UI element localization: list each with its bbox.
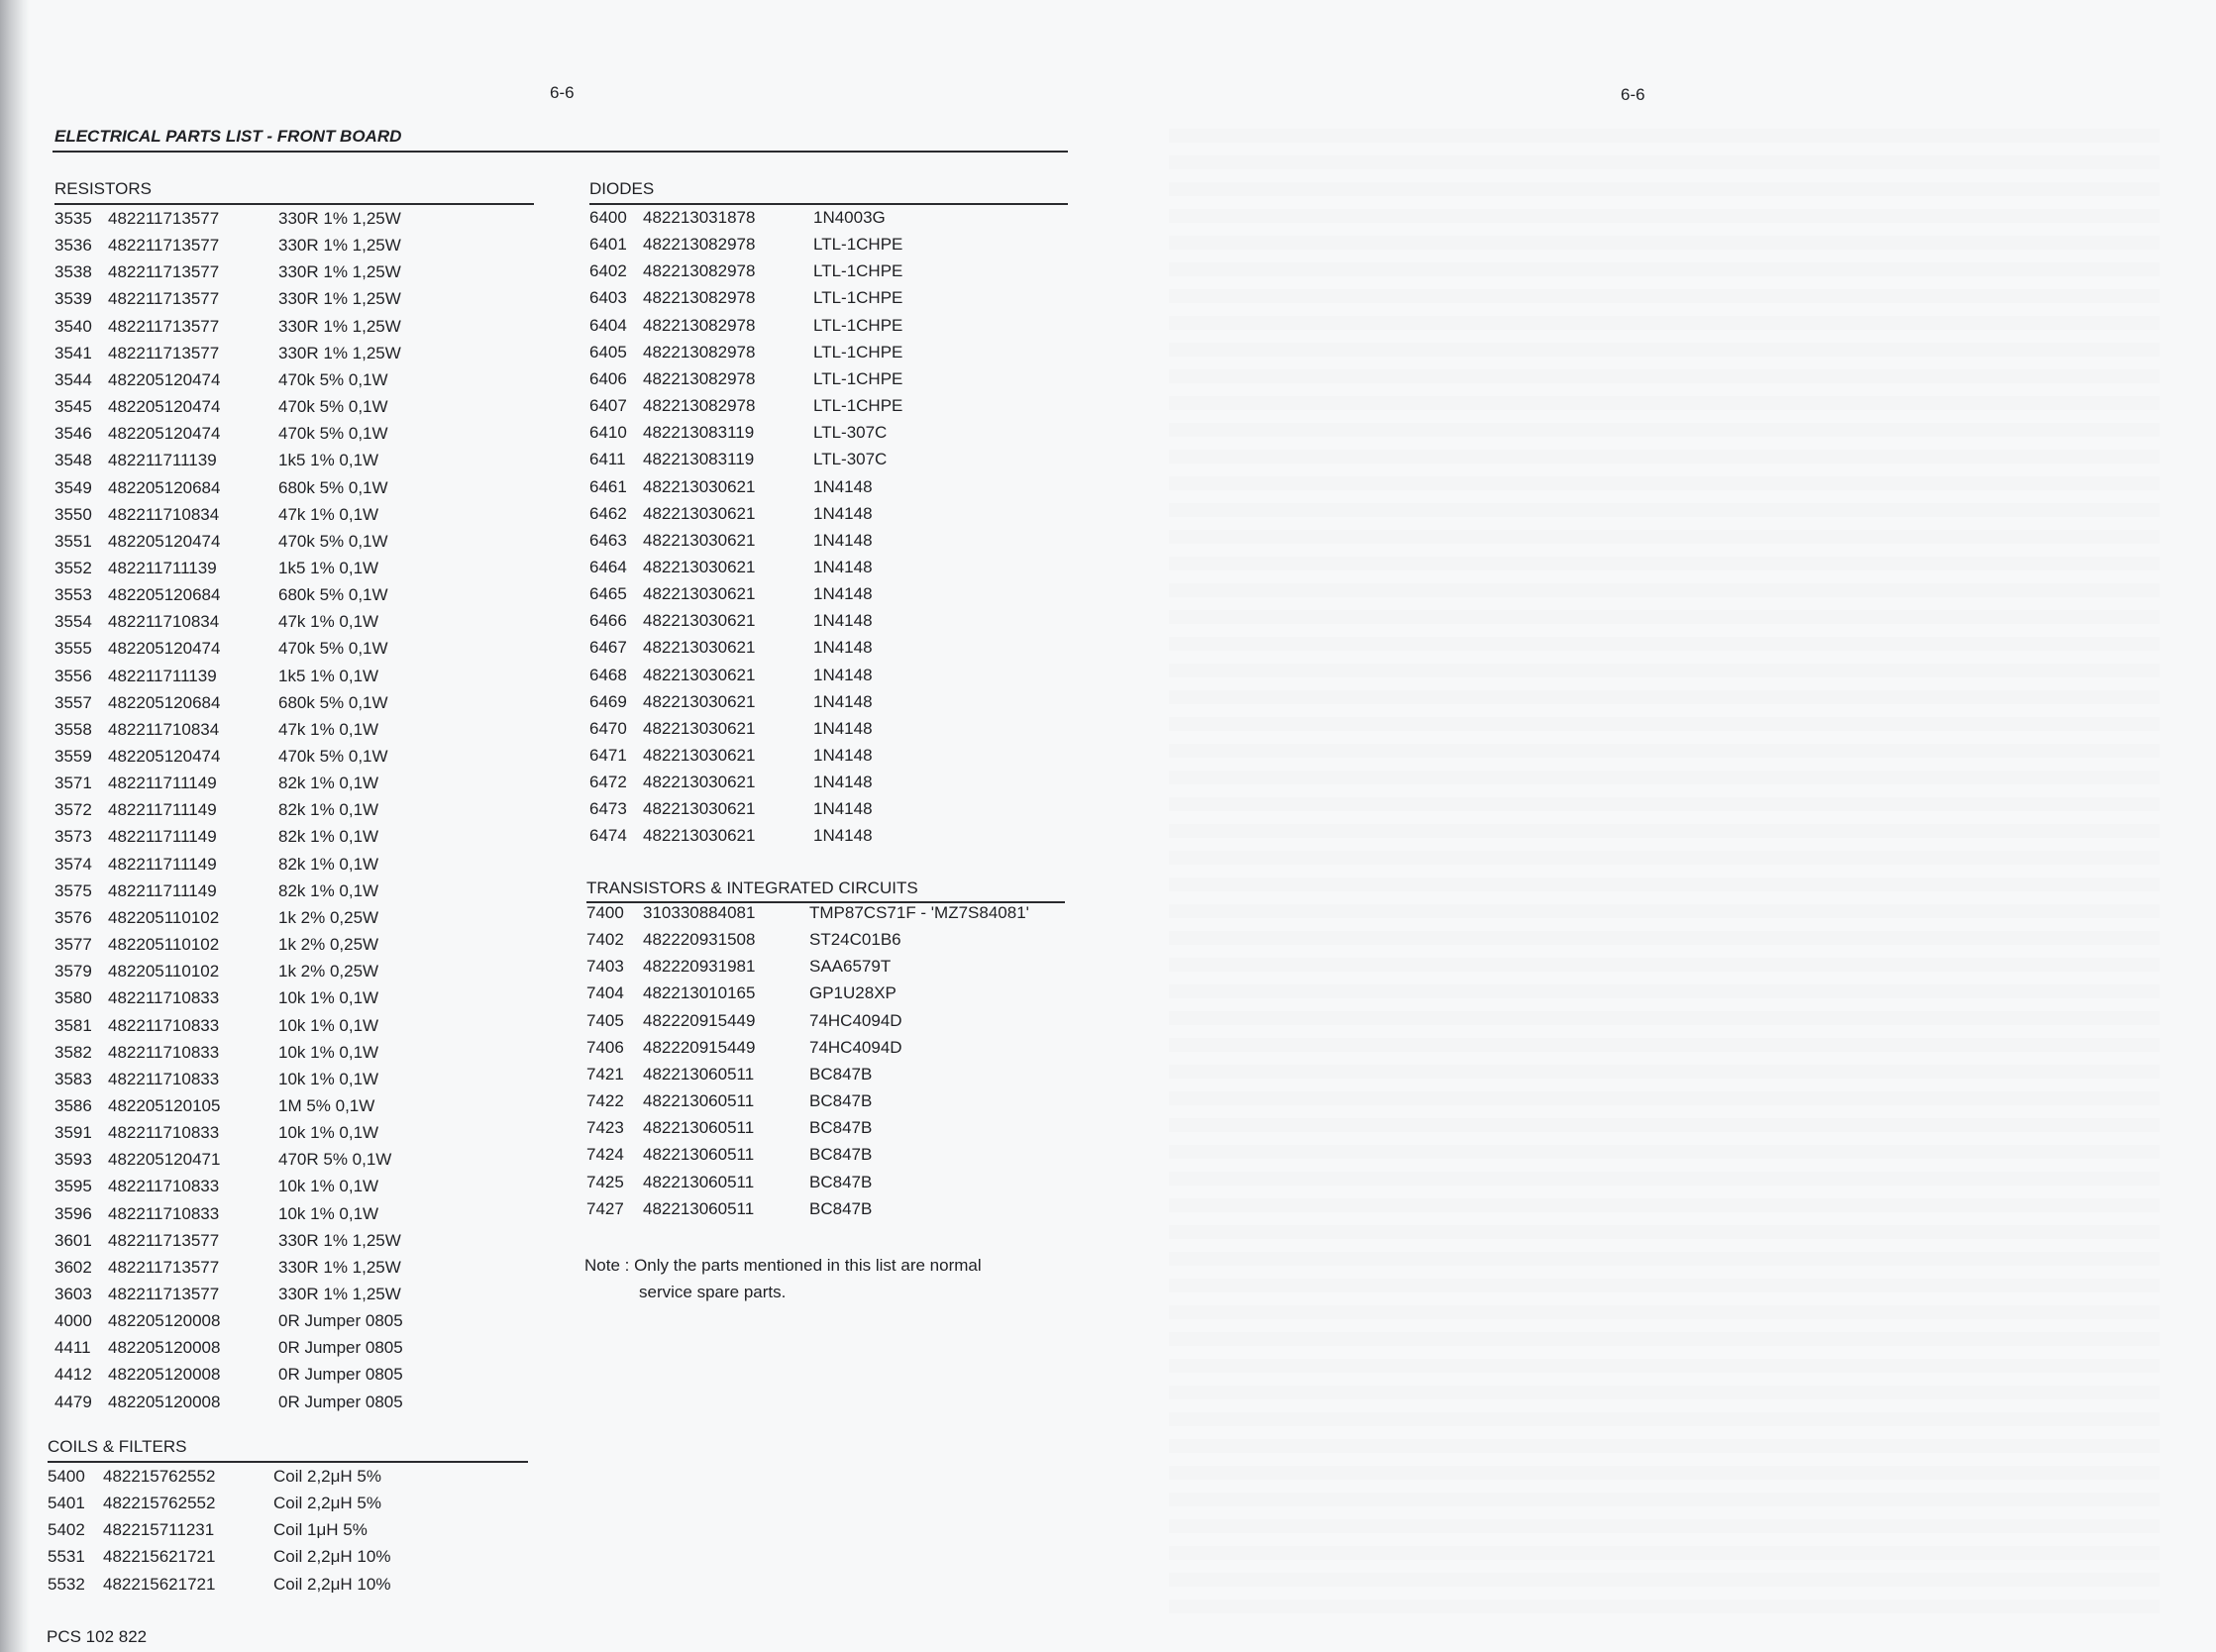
ref-number: 7406	[586, 1037, 624, 1057]
ref-number: 7425	[586, 1172, 624, 1191]
ref-number: 3575	[54, 880, 92, 900]
description: 1N4148	[813, 826, 873, 846]
description: 1N4148	[813, 665, 873, 684]
part-code: 482211713577	[108, 1257, 220, 1277]
description: BC847B	[809, 1118, 873, 1138]
ref-number: 7405	[586, 1010, 624, 1030]
description: 82k 1% 0,1W	[278, 800, 379, 820]
description: 680k 5% 0,1W	[278, 585, 388, 605]
part-code: 482211713577	[108, 343, 220, 362]
ref-number: 3586	[54, 1095, 92, 1115]
part-code: 482211710834	[108, 719, 220, 739]
section-heading: COILS & FILTERS	[48, 1437, 187, 1456]
ref-number: 6464	[589, 557, 627, 576]
ref-number: 3546	[54, 424, 92, 444]
ref-number: 6469	[589, 691, 627, 711]
description: LTL-1CHPE	[813, 342, 903, 361]
ref-number: 3540	[54, 316, 92, 336]
document-title: ELECTRICAL PARTS LIST - FRONT BOARD	[54, 127, 402, 146]
description: 1N4148	[813, 611, 873, 631]
ref-number: 3580	[54, 988, 92, 1008]
ref-number: 5532	[48, 1574, 85, 1594]
description: BC847B	[809, 1091, 873, 1111]
service-note	[584, 1252, 982, 1305]
ref-number: 3593	[54, 1150, 92, 1170]
description: 680k 5% 0,1W	[278, 692, 388, 712]
part-code: 482220931508	[643, 930, 756, 950]
ref-number: 4479	[54, 1392, 92, 1411]
part-code: 482213082978	[643, 368, 756, 388]
part-code: 482213030621	[643, 799, 756, 819]
part-code: 482213030621	[643, 826, 756, 846]
part-code: 482211713577	[108, 262, 220, 282]
ref-number: 6463	[589, 530, 627, 550]
part-code: 482211713577	[108, 289, 220, 309]
part-code: 482220915449	[643, 1010, 756, 1030]
part-code: 482205120008	[108, 1311, 221, 1331]
ref-number: 3545	[54, 397, 92, 417]
part-code: 482213083119	[643, 450, 755, 469]
description: 10k 1% 0,1W	[278, 1015, 379, 1035]
ref-number: 6470	[589, 718, 627, 738]
part-code: 482213030621	[643, 503, 756, 523]
description: LTL-1CHPE	[813, 396, 903, 416]
ref-number: 7422	[586, 1091, 624, 1111]
description: 1N4148	[813, 746, 873, 765]
ref-number: 3539	[54, 289, 92, 309]
part-code: 482213030621	[643, 665, 756, 684]
description: 1N4148	[813, 584, 873, 604]
faded-bleed-through	[1169, 129, 2160, 1614]
part-code: 482213082978	[643, 315, 756, 335]
description: LTL-307C	[813, 450, 888, 469]
ref-number: 5401	[48, 1494, 85, 1513]
description: 1N4003G	[813, 208, 886, 227]
part-code: 482213060511	[643, 1118, 755, 1138]
description: 330R 1% 1,25W	[278, 209, 401, 228]
ref-number: 3555	[54, 639, 92, 659]
ref-number: 3548	[54, 451, 92, 470]
ref-number: 4411	[54, 1338, 91, 1358]
section-heading: RESISTORS	[54, 179, 152, 198]
part-code: 482205120008	[108, 1392, 221, 1411]
part-code: 482215711231	[103, 1520, 215, 1540]
description: BC847B	[809, 1145, 873, 1165]
description: 1N4148	[813, 773, 873, 792]
description: 330R 1% 1,25W	[278, 1257, 401, 1277]
ref-number: 6404	[589, 315, 627, 335]
part-code: 482211713577	[108, 209, 220, 228]
ref-number: 6462	[589, 503, 627, 523]
ref-number: 6411	[589, 450, 626, 469]
description: 82k 1% 0,1W	[278, 827, 379, 847]
ref-number: 3574	[54, 854, 92, 874]
description: 1N4148	[813, 718, 873, 738]
ref-number: 3595	[54, 1177, 92, 1196]
part-code: 482205120474	[108, 397, 221, 417]
ref-number: 3541	[54, 343, 92, 362]
description: 1N4148	[813, 557, 873, 576]
title-divider	[53, 151, 1068, 153]
ref-number: 6465	[589, 584, 627, 604]
description: 470k 5% 0,1W	[278, 369, 388, 389]
ref-number: 6402	[589, 261, 627, 281]
description: 1N4148	[813, 503, 873, 523]
description: 470k 5% 0,1W	[278, 397, 388, 417]
ref-number: 7404	[586, 983, 624, 1003]
part-code: 482213010165	[643, 983, 756, 1003]
part-code: 482213060511	[643, 1145, 755, 1165]
part-code: 482205120684	[108, 692, 221, 712]
ref-number: 7427	[586, 1198, 624, 1218]
ref-number: 7423	[586, 1118, 624, 1138]
part-code: 482211710833	[108, 1177, 220, 1196]
description: LTL-1CHPE	[813, 315, 903, 335]
description: 470R 5% 0,1W	[278, 1150, 392, 1170]
part-code: 482211713577	[108, 1230, 220, 1250]
footer-document-code: PCS 102 822	[47, 1627, 148, 1646]
part-code: 482211711149	[108, 800, 217, 820]
ref-number: 3581	[54, 1015, 92, 1035]
ref-number: 6401	[589, 235, 627, 255]
description: 330R 1% 1,25W	[278, 236, 401, 256]
description: BC847B	[809, 1198, 873, 1218]
description: Coil 2,2μH 10%	[273, 1574, 391, 1594]
part-code: 482213082978	[643, 396, 756, 416]
part-code: 482213030621	[643, 584, 756, 604]
ref-number: 4000	[54, 1311, 92, 1331]
part-code: 482213030621	[643, 773, 756, 792]
ref-number: 7421	[586, 1064, 624, 1084]
description: 1k 2% 0,25W	[278, 935, 379, 955]
ref-number: 3576	[54, 907, 92, 927]
ref-number: 3554	[54, 612, 92, 632]
part-code: 482205110102	[108, 962, 220, 981]
ref-number: 3579	[54, 962, 92, 981]
ref-number: 7403	[586, 957, 624, 977]
ref-number: 6471	[589, 746, 627, 765]
description: LTL-1CHPE	[813, 261, 903, 281]
ref-number: 3591	[54, 1123, 92, 1143]
description: 1N4148	[813, 799, 873, 819]
part-code: 482215762552	[103, 1467, 216, 1486]
description: 82k 1% 0,1W	[278, 880, 379, 900]
ref-number: 6473	[589, 799, 627, 819]
part-code: 482213030621	[643, 746, 756, 765]
ref-number: 7424	[586, 1145, 624, 1165]
description: BC847B	[809, 1064, 873, 1084]
ref-number: 3571	[54, 774, 92, 793]
description: 0R Jumper 0805	[278, 1338, 403, 1358]
description: 10k 1% 0,1W	[278, 1042, 379, 1062]
description: Coil 2,2μH 10%	[273, 1547, 391, 1567]
part-code: 482205110102	[108, 907, 220, 927]
description: 47k 1% 0,1W	[278, 612, 379, 632]
part-code: 482205120474	[108, 369, 221, 389]
ref-number: 3577	[54, 935, 92, 955]
part-code: 482213030621	[643, 691, 756, 711]
description: 10k 1% 0,1W	[278, 988, 379, 1008]
ref-number: 3602	[54, 1257, 92, 1277]
part-code: 482211710833	[108, 988, 220, 1008]
part-code: 482211711149	[108, 880, 217, 900]
ref-number: 3535	[54, 209, 92, 228]
description: 10k 1% 0,1W	[278, 1177, 379, 1196]
ref-number: 6467	[589, 638, 627, 658]
section-divider	[48, 1461, 528, 1463]
description: 0R Jumper 0805	[278, 1311, 403, 1331]
description: 470k 5% 0,1W	[278, 531, 388, 551]
description: 10k 1% 0,1W	[278, 1123, 379, 1143]
part-code: 482211711149	[108, 854, 217, 874]
description: 10k 1% 0,1W	[278, 1069, 379, 1088]
description: GP1U28XP	[809, 983, 897, 1003]
ref-number: 6406	[589, 368, 627, 388]
ref-number: 3603	[54, 1285, 92, 1303]
description: 74HC4094D	[809, 1037, 902, 1057]
part-code: 482213060511	[643, 1064, 755, 1084]
ref-number: 3601	[54, 1230, 92, 1250]
part-code: 482205120474	[108, 531, 221, 551]
part-code: 482211711139	[108, 558, 217, 577]
part-code: 482211711149	[108, 774, 217, 793]
part-code: 482213082978	[643, 261, 756, 281]
part-code: 482213030621	[643, 476, 756, 496]
part-code: 482211713577	[108, 1285, 220, 1303]
ref-number: 6400	[589, 208, 627, 227]
part-code: 482205120008	[108, 1365, 221, 1385]
description: 330R 1% 1,25W	[278, 289, 401, 309]
ref-number: 6461	[589, 476, 627, 496]
part-code: 482213082978	[643, 235, 756, 255]
ref-number: 7400	[586, 903, 624, 922]
description: LTL-1CHPE	[813, 235, 903, 255]
part-code: 482213082978	[643, 288, 756, 308]
part-code: 482205120105	[108, 1095, 221, 1115]
ref-number: 3551	[54, 531, 92, 551]
description: BC847B	[809, 1172, 873, 1191]
description: 330R 1% 1,25W	[278, 316, 401, 336]
description: 82k 1% 0,1W	[278, 854, 379, 874]
ref-number: 3583	[54, 1069, 92, 1088]
ref-number: 3549	[54, 477, 92, 497]
description: 0R Jumper 0805	[278, 1365, 403, 1385]
description: 470k 5% 0,1W	[278, 639, 388, 659]
part-code: 482215762552	[103, 1494, 216, 1513]
part-code: 482205110102	[108, 935, 220, 955]
description: 1N4148	[813, 638, 873, 658]
ref-number: 3538	[54, 262, 92, 282]
ref-number: 3582	[54, 1042, 92, 1062]
description: LTL-1CHPE	[813, 288, 903, 308]
part-code: 482211710834	[108, 504, 220, 524]
ref-number: 3558	[54, 719, 92, 739]
part-code: 482213060511	[643, 1091, 755, 1111]
part-code: 482211710833	[108, 1123, 220, 1143]
part-code: 482213030621	[643, 638, 756, 658]
ref-number: 3553	[54, 585, 92, 605]
description: 470k 5% 0,1W	[278, 747, 388, 766]
description: ST24C01B6	[809, 930, 901, 950]
part-code: 482213030621	[643, 530, 756, 550]
ref-number: 3557	[54, 692, 92, 712]
ref-number: 3596	[54, 1203, 92, 1223]
description: 1k5 1% 0,1W	[278, 451, 379, 470]
part-code: 482213030621	[643, 718, 756, 738]
page-binding-shadow	[0, 0, 30, 1652]
part-code: 482213083119	[643, 423, 755, 443]
description: 330R 1% 1,25W	[278, 1230, 401, 1250]
description: 330R 1% 1,25W	[278, 343, 401, 362]
ref-number: 6407	[589, 396, 627, 416]
description: Coil 1μH 5%	[273, 1520, 368, 1540]
part-code: 482205120474	[108, 747, 221, 766]
description: 82k 1% 0,1W	[278, 774, 379, 793]
part-code: 482211710833	[108, 1042, 220, 1062]
ref-number: 6405	[589, 342, 627, 361]
description: LTL-1CHPE	[813, 368, 903, 388]
ref-number: 6466	[589, 611, 627, 631]
ref-number: 3572	[54, 800, 92, 820]
description: 1M 5% 0,1W	[278, 1095, 375, 1115]
part-code: 482220915449	[643, 1037, 756, 1057]
note-line-2: service spare parts.	[639, 1283, 787, 1301]
description: 330R 1% 1,25W	[278, 262, 401, 282]
part-code: 482205120474	[108, 639, 221, 659]
description: 1k5 1% 0,1W	[278, 666, 379, 685]
ref-number: 3544	[54, 369, 92, 389]
description: 1N4148	[813, 530, 873, 550]
description: 1N4148	[813, 691, 873, 711]
part-code: 482220931981	[643, 957, 756, 977]
left-page-number: 6-6	[550, 83, 575, 102]
part-code: 482215621721	[103, 1574, 216, 1594]
ref-number: 3550	[54, 504, 92, 524]
part-code: 310330884081	[643, 903, 756, 922]
description: 74HC4094D	[809, 1010, 902, 1030]
ref-number: 5531	[48, 1547, 85, 1567]
ref-number: 3556	[54, 666, 92, 685]
ref-number: 6472	[589, 773, 627, 792]
part-code: 482211710833	[108, 1015, 220, 1035]
ref-number: 3552	[54, 558, 92, 577]
part-code: 482211713577	[108, 236, 220, 256]
ref-number: 6474	[589, 826, 627, 846]
description: SAA6579T	[809, 957, 892, 977]
part-code: 482205120684	[108, 477, 221, 497]
ref-number: 3536	[54, 236, 92, 256]
part-code: 482205120474	[108, 424, 221, 444]
part-code: 482205120008	[108, 1338, 221, 1358]
description: 330R 1% 1,25W	[278, 1285, 401, 1303]
description: 47k 1% 0,1W	[278, 504, 379, 524]
part-code: 482211710833	[108, 1203, 220, 1223]
part-code: 482205120471	[108, 1150, 221, 1170]
part-code: 482215621721	[103, 1547, 216, 1567]
description: 680k 5% 0,1W	[278, 477, 388, 497]
part-code: 482211711139	[108, 666, 217, 685]
ref-number: 3573	[54, 827, 92, 847]
ref-number: 6403	[589, 288, 627, 308]
note-line-1: Note : Only the parts mentioned in this list are normal	[584, 1256, 982, 1275]
description: 1N4148	[813, 476, 873, 496]
description: 47k 1% 0,1W	[278, 719, 379, 739]
part-code: 482211710834	[108, 612, 220, 632]
part-code: 482213030621	[643, 557, 756, 576]
description: 10k 1% 0,1W	[278, 1203, 379, 1223]
section-divider	[54, 203, 534, 205]
description: 1k 2% 0,25W	[278, 962, 379, 981]
ref-number: 7402	[586, 930, 624, 950]
part-code: 482213030621	[643, 611, 756, 631]
part-code: 482213082978	[643, 342, 756, 361]
description: 0R Jumper 0805	[278, 1392, 403, 1411]
part-code: 482205120684	[108, 585, 221, 605]
description: 1k 2% 0,25W	[278, 907, 379, 927]
section-divider	[589, 203, 1068, 205]
description: 470k 5% 0,1W	[278, 424, 388, 444]
ref-number: 4412	[54, 1365, 92, 1385]
part-code: 482211710833	[108, 1069, 220, 1088]
description: Coil 2,2μH 5%	[273, 1467, 382, 1486]
part-code: 482213060511	[643, 1172, 755, 1191]
ref-number: 5402	[48, 1520, 85, 1540]
description: Coil 2,2μH 5%	[273, 1494, 382, 1513]
ref-number: 5400	[48, 1467, 85, 1486]
part-code: 482211711139	[108, 451, 217, 470]
part-code: 482213031878	[643, 208, 756, 227]
description: 1k5 1% 0,1W	[278, 558, 379, 577]
part-code: 482213060511	[643, 1198, 755, 1218]
description: LTL-307C	[813, 423, 888, 443]
ref-number: 6410	[589, 423, 627, 443]
part-code: 482211713577	[108, 316, 220, 336]
section-heading: DIODES	[589, 179, 655, 198]
right-page-number: 6-6	[1621, 85, 1645, 104]
part-code: 482211711149	[108, 827, 217, 847]
ref-number: 6468	[589, 665, 627, 684]
section-heading: TRANSISTORS & INTEGRATED CIRCUITS	[586, 878, 918, 897]
ref-number: 3559	[54, 747, 92, 766]
description: TMP87CS71F - 'MZ7S84081'	[809, 903, 1029, 922]
